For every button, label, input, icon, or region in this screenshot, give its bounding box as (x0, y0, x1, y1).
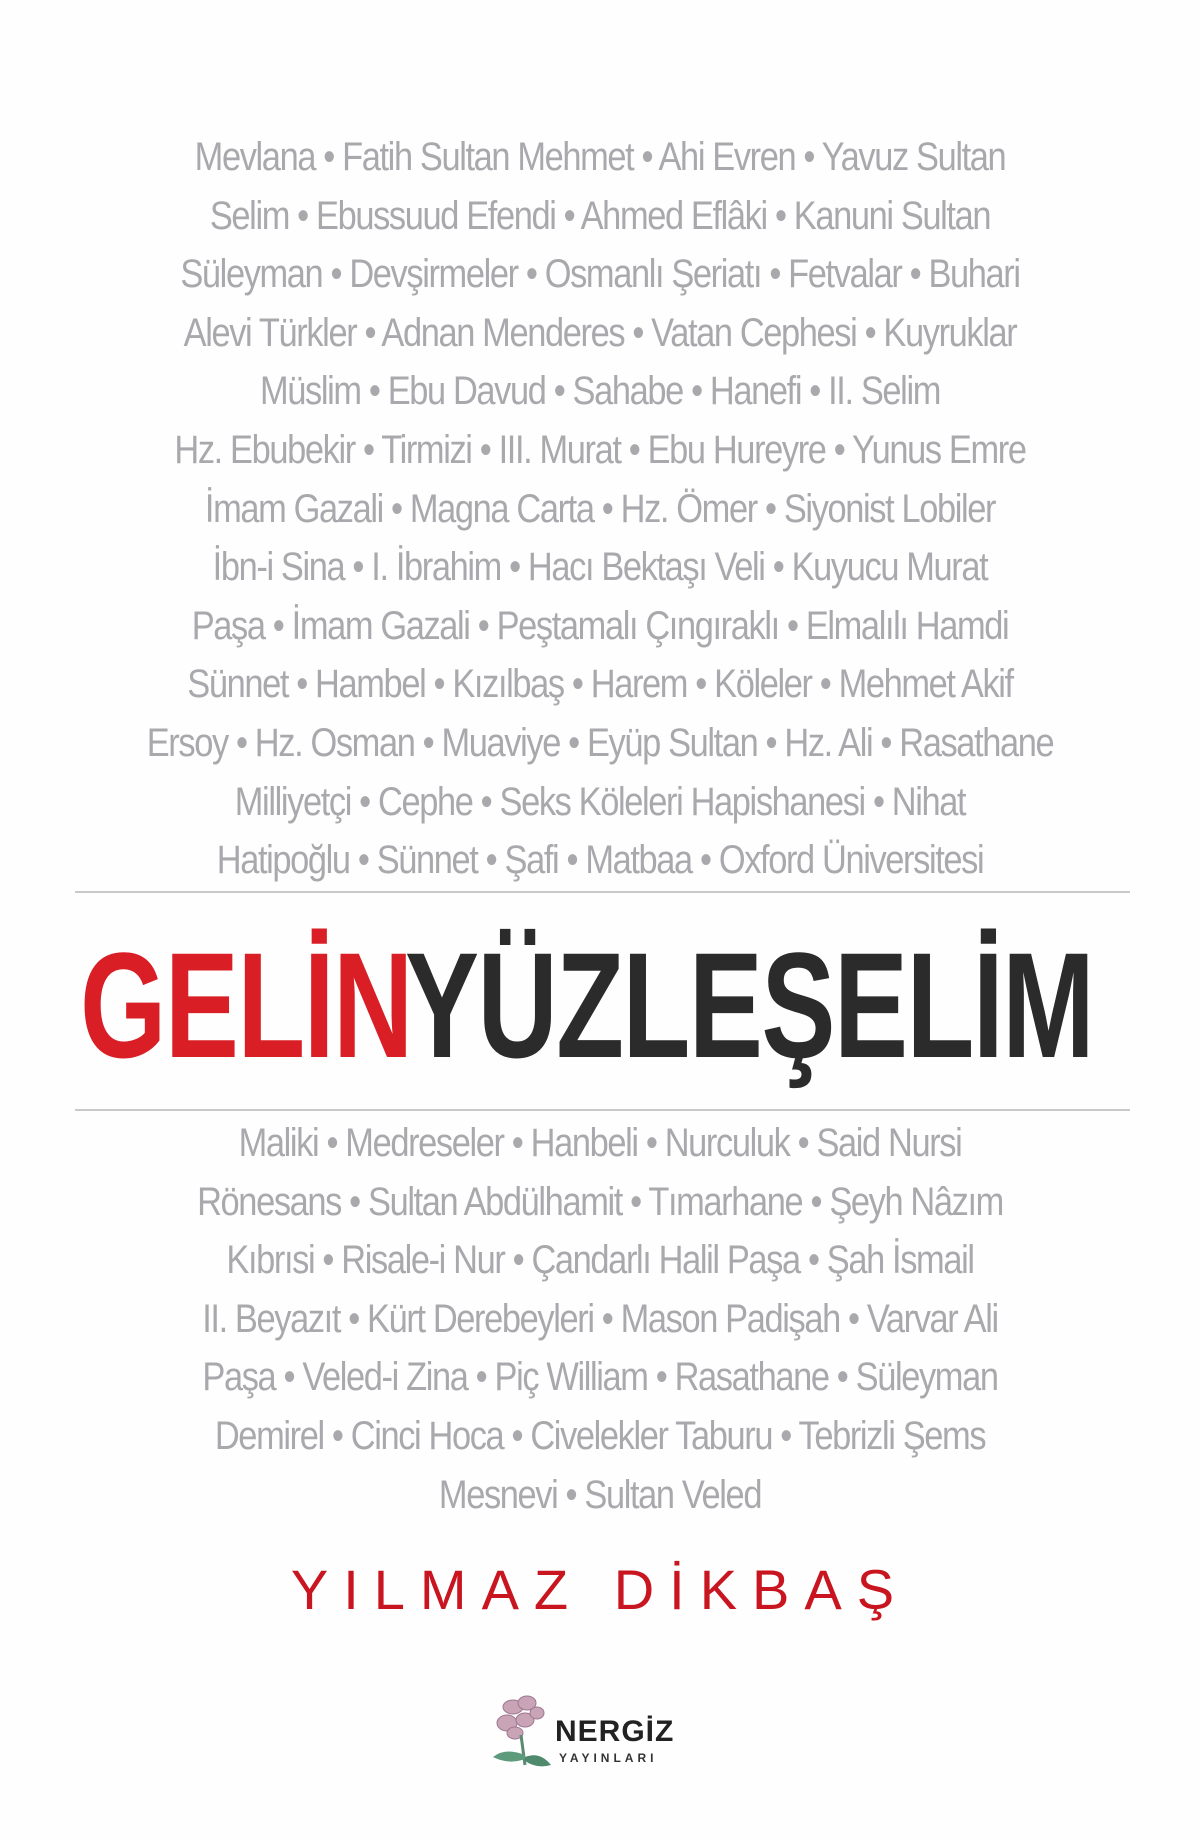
publisher-logo (485, 1685, 715, 1785)
book-title (80, 920, 1140, 1090)
keyword-line: II. Beyazıt • Kürt Derebeyleri • Mason Padişah • Varvar Ali (202, 1296, 998, 1341)
keyword-line: Süleyman • Devşirmeler • Osmanlı Şeriatı • Fetvalar • Buhari (180, 252, 1020, 297)
title-word-dark: YÜZLEŞELİM (405, 921, 1094, 1089)
keyword-line: Müslim • Ebu Davud • Sahabe • Hanefi • II. Selim (259, 369, 940, 414)
keyword-line: Alevi Türkler • Adnan Menderes • Vatan Cephesi • Kuyruklar (183, 310, 1017, 355)
keyword-line: Milliyetçi • Cephe • Seks Köleleri Hapishanesi • Nihat (234, 779, 966, 824)
keyword-line: Sünnet • Hambel • Kızılbaş • Harem • Köleler • Mehmet Akif (187, 662, 1013, 707)
keyword-line: Maliki • Medreseler • Hanbeli • Nurculuk • Said Nursi (238, 1121, 962, 1165)
keyword-line: Mesnevi • Sultan Veled (438, 1472, 762, 1517)
keyword-line: Hz. Ebubekir • Tirmizi • III. Murat • Ebu Hureyre • Yunus Emre (174, 427, 1026, 472)
keyword-line: Paşa • Veled-i Zina • Piç William • Rasathane • Süleyman (202, 1355, 998, 1400)
title-word-red: GELİN (80, 921, 412, 1089)
narcissus-flower-icon (485, 1685, 565, 1785)
keyword-line: Hatipoğlu • Sünnet • Şafi • Matbaa • Oxford Üniversitesi (216, 838, 984, 883)
keyword-list-top (118, 128, 1081, 890)
keyword-list-bottom (118, 1114, 1081, 1524)
keyword-line: Kıbrısi • Risale-i Nur • Çandarlı Halil Paşa • Şah İsmail (226, 1238, 974, 1283)
divider-bottom (75, 1109, 1130, 1111)
divider-top (75, 891, 1130, 893)
keyword-line: Paşa • İmam Gazali • Peştamalı Çıngıraklı • Elmalılı Hamdi (191, 603, 1009, 648)
keyword-line: İmam Gazali • Magna Carta • Hz. Ömer • Siyonist Lobiler (204, 486, 996, 531)
publisher-name: NERGİZ (555, 1715, 675, 1748)
keyword-line: Mevlana • Fatih Sultan Mehmet • Ahi Evren • Yavuz Sultan (194, 135, 1006, 179)
keyword-line: Demirel • Cinci Hoca • Civelekler Taburu • Tebrizli Şems (214, 1413, 986, 1458)
keyword-line: Ersoy • Hz. Osman • Muaviye • Eyüp Sultan • Hz. Ali • Rasathane (146, 720, 1054, 765)
author-name: YILMAZ DİKBAŞ (290, 1558, 910, 1621)
keyword-line: Rönesans • Sultan Abdülhamit • Tımarhane • Şeyh Nâzım (197, 1179, 1003, 1224)
keyword-line: Selim • Ebussuud Efendi • Ahmed Eflâki • Kanuni Sultan (209, 193, 991, 238)
publisher-subtitle: YAYINLARI (559, 1751, 658, 1765)
keyword-line: İbn-i Sina • I. İbrahim • Hacı Bektaşı Veli • Kuyucu Murat (212, 545, 988, 590)
